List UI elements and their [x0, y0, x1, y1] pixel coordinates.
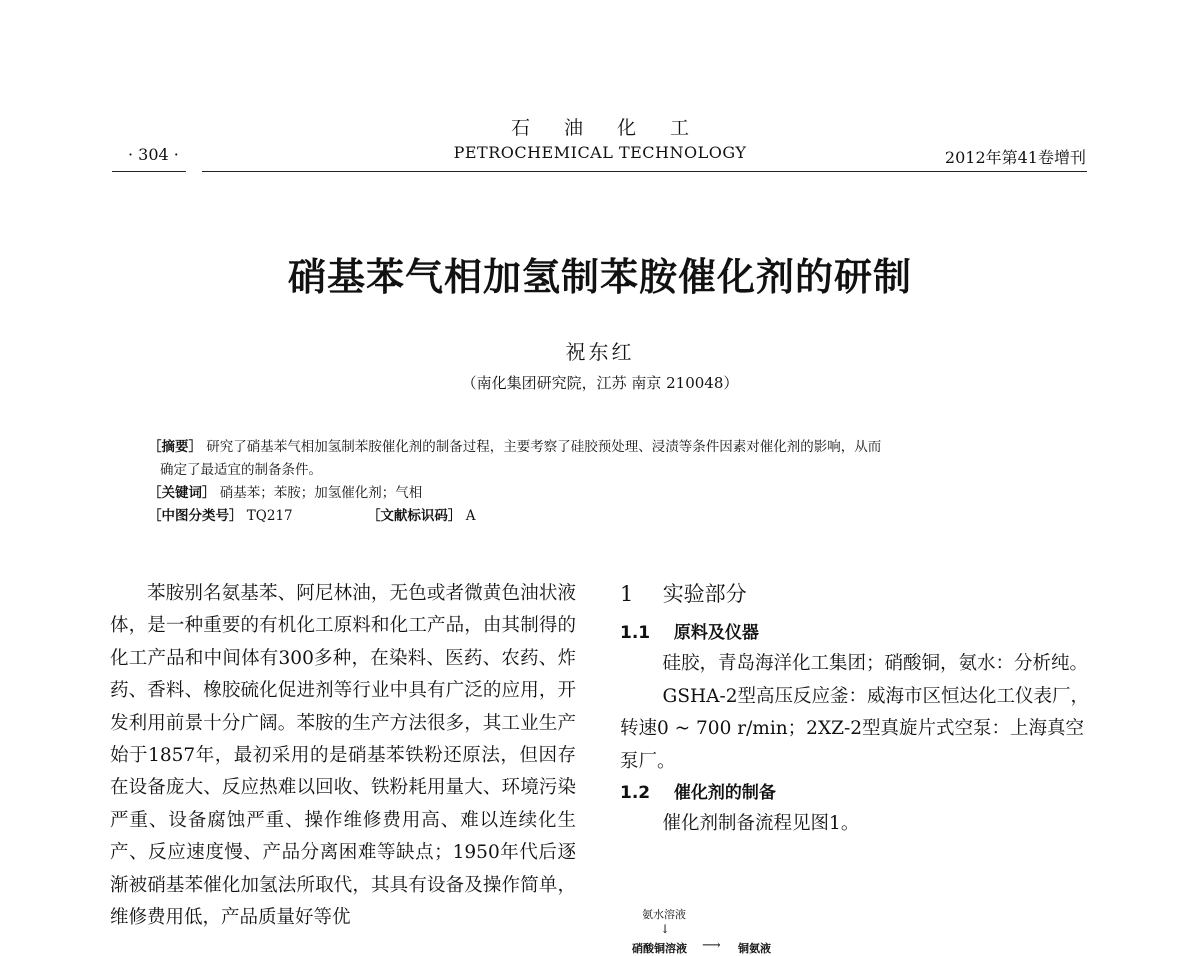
subsection-1-2-number: 1.2 [620, 783, 651, 804]
paper-title: 硝基苯气相加氢制苯胺催化剂的研制 [287, 255, 912, 299]
issue-info: 2012年第41卷增刊 [944, 148, 1086, 167]
preparation-flow-diagram [630, 902, 830, 955]
keywords-line [148, 482, 1068, 505]
affiliation: （南化集团研究院，江苏 南京 210048） [461, 374, 739, 392]
abstract-line-2 [148, 459, 1068, 482]
intro-paragraph: 苯胺别名氨基苯、阿尼林油，无色或者微黄色油状液体，是一种重要的有机化工原料和化工产品，由其制得的化工产品和中间体有300多种，在染料、医药、农药、炸药、香料、橡胶硫化促进剂等行业中具有广泛的应用，开发利用前景十分广阔。苯胺的生产方法很多，其工业生产始于1857年，最初采用的是硝基苯铁粉还原法，但因存在设备庞大、反应热难以回收、铁粉耗用量大、环境污染严重、设备腐蚀严重、操作维修费用高、难以连续化生产、反应速度慢、产品分离困难等缺点；1950年代后逐渐被硝基苯催化加氢法所取代，其具有设备及操作简单，维修费用低，产品质量好等优 [110, 583, 576, 929]
keywords-text: 硝基苯；苯胺；加氢催化剂；气相 [219, 485, 423, 501]
subsection-1-2-title: 催化剂的制备 [673, 783, 776, 804]
subsection-1-2-heading [620, 778, 1090, 808]
flow-node-ammonia: 氨水溶液 [642, 908, 686, 921]
journal-title-cn: 石油化工 [510, 117, 723, 139]
subsection-1-1-number: 1.1 [620, 623, 651, 644]
arrow-down-icon: ↓ [660, 922, 671, 936]
flow-node-copper-ammonia: 铜氨液 [738, 942, 771, 955]
clc-label: ［中图分类号］ [148, 508, 243, 524]
preparation-paragraph: 催化剂制备流程见图1。 [662, 813, 860, 835]
abstract-text-2: 确定了最适宜的制备条件。 [160, 462, 322, 478]
arrow-right-icon: ⟶ [702, 938, 721, 953]
instruments-paragraph: GSHA-2型高压反应釜：威海市区恒达化工仪表厂，转速0 ~ 700 r/min；2XZ-2型真旋片式空泵：上海真空泵厂。 [620, 685, 1090, 772]
page-number: · 304 · [128, 145, 179, 164]
classification-line [148, 505, 1068, 528]
doc-id-label: ［文献标识码］ [366, 508, 462, 524]
section-1-heading [620, 578, 1090, 610]
abstract-label: ［摘要］ [148, 439, 202, 455]
flow-node-copper-nitrate: 硝酸铜溶液 [632, 942, 687, 955]
abstract-text-1: 研究了硝基苯气相加氢制苯胺催化剂的制备过程，主要考察了硅胶预处理、浸渍等条件因素对催化剂的影响，从而 [206, 439, 882, 455]
section-1-title: 实验部分 [662, 582, 747, 606]
clc-code: TQ217 [246, 508, 293, 524]
journal-title-en: PETROCHEMICAL TECHNOLOGY [453, 143, 747, 162]
author: 祝东红 [565, 340, 635, 364]
doc-id-code: A [465, 508, 476, 524]
keywords-label: ［关键词］ [148, 485, 216, 501]
body-right-column [620, 578, 1090, 840]
subsection-1-1-heading [620, 618, 1090, 648]
header-rule-gap [186, 168, 202, 174]
doc-id-group [367, 505, 476, 528]
section-1-number: 1 [620, 582, 634, 606]
subsection-1-1-title: 原料及仪器 [673, 623, 759, 644]
materials-paragraph: 硅胶，青岛海洋化工集团；硝酸铜，氨水：分析纯。 [662, 653, 1089, 675]
header-rule [112, 171, 1087, 172]
abstract-line-1 [148, 436, 1068, 459]
body-left-column [110, 578, 576, 934]
abstract-block [148, 436, 1068, 528]
